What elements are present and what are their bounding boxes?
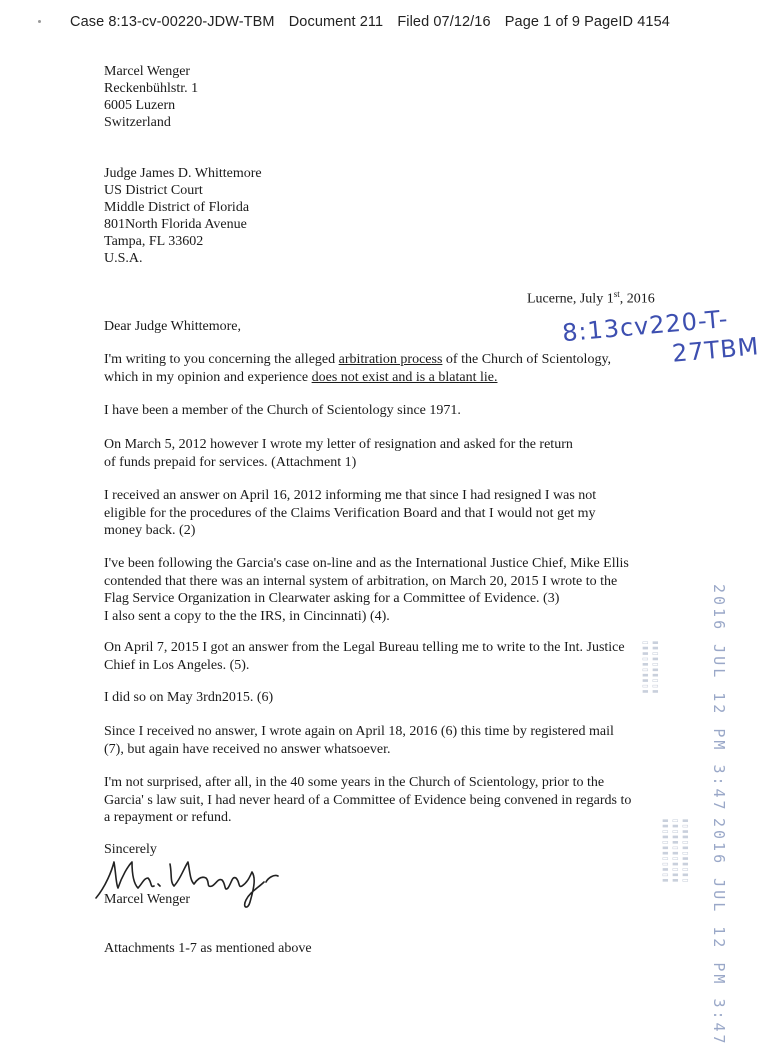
handwritten-case-number-line1: 8:13cv220-T- [561, 304, 730, 348]
p9-line: a repayment or refund. [104, 810, 232, 825]
p9-line: Garcia' s law suit, I had never heard of a Committee of Evidence being convened in regards to [104, 792, 632, 808]
date-year: , 2016 [619, 291, 655, 307]
recipient-name: Judge James D. Whittemore [104, 166, 262, 181]
date-line [527, 286, 655, 308]
document-number: Document 211 [288, 14, 384, 30]
scan-speck [38, 20, 41, 23]
p3-line: On March 5, 2012 however I wrote my letter of resignation and asked for the return [104, 437, 573, 452]
p1-underline-arbitration: arbitration process [338, 352, 443, 367]
recipient-address [104, 165, 262, 267]
p3-line: of funds prepaid for services. (Attachment 1) [104, 454, 357, 470]
faint-stamp-upper: ▮▮▯▮▯▮▮▯▯▮ ▯▮▮▯▮▯▮▮▯▮ [640, 640, 660, 695]
p8-line: Since I received no answer, I wrote again on April 18, 2016 (6) this time by registered mail [104, 724, 614, 739]
sender-name: Marcel Wenger [104, 64, 191, 79]
salutation: Dear Judge Whittemore, [104, 319, 241, 334]
p5-line: I also sent a copy to the the IRS, in Cincinnati) (4). [104, 608, 390, 624]
p4-line: money back. (2) [104, 523, 196, 538]
paragraph-3 [104, 436, 573, 471]
attachments-note: Attachments 1-7 as mentioned above [104, 941, 312, 956]
p9-line: I'm not surprised, after all, in the 40 some years in the Church of Scientology, prior to the [104, 775, 605, 790]
recipient-court: US District Court [104, 183, 203, 198]
recipient-street: 801North Florida Avenue [104, 217, 247, 232]
closing: Sincerely [104, 842, 157, 857]
paragraph-7: I did so on May 3rdn2015. (6) [104, 690, 274, 705]
recipient-country: U.S.A. [104, 251, 143, 266]
p1-underline-lie: does not exist and is a blatant lie. [311, 369, 498, 385]
p6-line: Chief in Los Angeles. (5). [104, 657, 250, 673]
case-number: Case 8:13-cv-00220-JDW-TBM [70, 14, 275, 30]
date-prefix: Lucerne, July 1 [527, 291, 614, 307]
sender-city: 6005 Luzern [104, 98, 176, 113]
received-stamp-upper: 2016 JUL 12 PM 3:47 [710, 584, 728, 813]
paragraph-6 [104, 639, 625, 674]
received-stamp-lower: 2016 JUL 12 PM 3:47 [710, 818, 728, 1047]
faint-stamp-lower: ▮▯▮▮▯▮▯▮▮▯▮▯ ▯▮▯▮▮▯▮▯▮▯▮▮ ▮▮▯▮▯▮▮▯▯▮▯▮ [660, 818, 690, 884]
paragraph-9 [104, 774, 631, 827]
p4-line: I received an answer on April 16, 2012 informing me that since I had resigned I was not [104, 488, 597, 503]
p4-line: eligible for the procedures of the Claims Verification Board and that I would not get my [104, 505, 596, 521]
case-header [70, 14, 680, 30]
handwritten-case-number-line2: 27TBM [670, 332, 761, 368]
p5-line: I've been following the Garcia's case on-line and as the International Justice Chief, Mike Ellis [104, 556, 629, 571]
p1-text-a: I'm writing to you concerning the alleged [104, 352, 339, 367]
p5-line: contended that there was an internal system of arbitration, on March 20, 2015 I wrote to the [104, 573, 618, 589]
p6-line: On April 7, 2015 I got an answer from the Legal Bureau telling me to write to the Int. Justice [104, 640, 625, 655]
signature-name: Marcel Wenger [104, 892, 191, 907]
paragraph-8 [104, 723, 614, 758]
p8-line: (7), but again have received no answer whatsoever. [104, 741, 391, 757]
sender-address [104, 63, 198, 131]
date-suffix: st [613, 289, 620, 299]
paragraph-4 [104, 487, 596, 540]
sender-street: Reckenbühlstr. 1 [104, 81, 199, 96]
filed-date: Filed 07/12/16 [397, 14, 491, 30]
recipient-city: Tampa, FL 33602 [104, 234, 204, 249]
p1-text-c: which in my opinion and experience [104, 369, 312, 385]
sender-country: Switzerland [104, 115, 171, 130]
paragraph-5 [104, 555, 629, 625]
page-info: Page 1 of 9 PageID 4154 [504, 14, 670, 30]
p5-line: Flag Service Organization in Clearwater asking for a Committee of Evidence. (3) [104, 591, 560, 606]
recipient-district: Middle District of Florida [104, 200, 250, 215]
paragraph-2: I have been a member of the Church of Scientology since 1971. [104, 403, 461, 418]
paragraph-1 [104, 351, 611, 386]
p1-text-b: of the Church of Scientology, [442, 352, 612, 367]
